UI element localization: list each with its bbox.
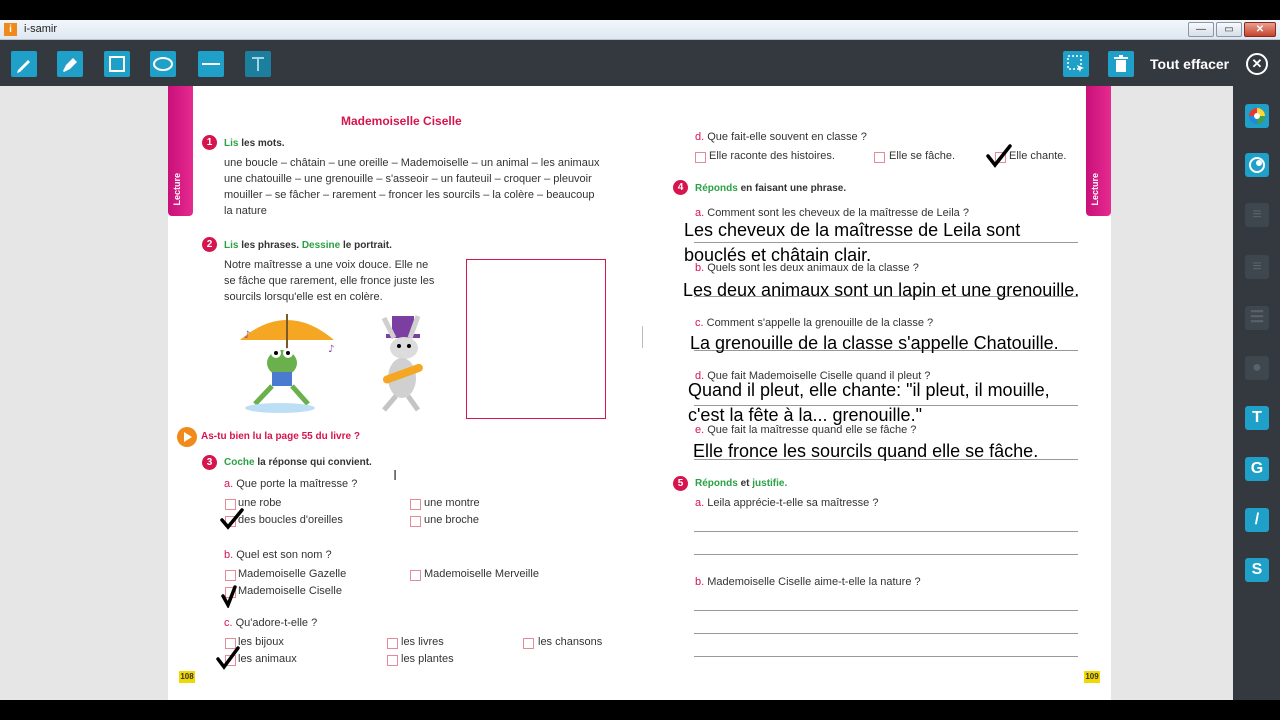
sidebar-t-button[interactable]: T	[1245, 406, 1269, 430]
pen-tool-button[interactable]	[11, 51, 37, 77]
color-picker-button[interactable]	[1245, 104, 1269, 128]
right-tab-label: Lecture	[1090, 173, 1100, 206]
q4a-label: a.	[695, 207, 705, 219]
checkbox-fache[interactable]	[874, 152, 885, 163]
option-histoires: Elle raconte des histoires.	[709, 150, 835, 162]
q4e-text: Que fait la maîtresse quand elle se fâche ?	[707, 424, 917, 436]
svg-text:♪: ♪	[328, 344, 335, 355]
stroke-width-button[interactable]	[1245, 153, 1269, 177]
q3c-text: Qu'adore-t-elle ?	[235, 617, 318, 629]
story-title: Mademoiselle Ciselle	[341, 114, 462, 128]
line-tool-button[interactable]	[198, 51, 224, 77]
question-5b	[695, 576, 921, 588]
q5a-text: Leila apprécie-t-elle sa maîtresse ?	[707, 497, 879, 509]
ex2-verb: Lis	[224, 240, 239, 251]
ex4-verb: Réponds	[695, 183, 738, 194]
checkbox-gazelle[interactable]	[225, 570, 236, 581]
q3d-text: Que fait-elle souvent en classe ?	[707, 131, 867, 143]
option-livres: les livres	[401, 636, 444, 648]
text-cursor-icon: I	[393, 467, 398, 484]
maximize-button[interactable]: ▭	[1216, 22, 1242, 37]
left-section-tab	[168, 86, 193, 216]
ex3-verb: Coche	[224, 457, 255, 468]
ex2-mid: les phrases.	[241, 240, 300, 251]
q4d-label: d.	[695, 370, 705, 382]
question-5a	[695, 497, 878, 509]
ex4-rest: en faisant une phrase.	[740, 183, 847, 194]
exercise-1-instruction	[224, 138, 285, 149]
trash-button[interactable]	[1108, 51, 1134, 77]
option-animaux: les animaux	[238, 653, 297, 665]
option-plantes: les plantes	[401, 653, 454, 665]
ellipse-icon	[150, 51, 176, 77]
ex5-mid: et	[740, 478, 750, 489]
q4d-text: Que fait Mademoiselle Ciselle quand il pleut ?	[707, 370, 931, 382]
rabbit-illustration	[362, 312, 452, 416]
answer-line-5b-3[interactable]	[694, 656, 1078, 657]
question-4e	[695, 424, 916, 436]
checkbox-plantes[interactable]	[387, 655, 398, 666]
q5b-text: Mademoiselle Ciselle aime-t-elle la nature ?	[707, 576, 921, 588]
checkbox-livres[interactable]	[387, 638, 398, 649]
list-light-icon[interactable]: ≡	[1245, 255, 1269, 279]
list-heavy-icon[interactable]: ≡	[1245, 203, 1269, 227]
list-grid-icon[interactable]: ☰	[1245, 306, 1269, 330]
q4c-text: Comment s'appelle la grenouille de la classe ?	[706, 317, 934, 329]
exercise-1-number: 1	[202, 135, 217, 150]
answer-line-5a-1[interactable]	[694, 531, 1078, 532]
ex5-verb: Réponds	[695, 478, 738, 489]
q4e-label: e.	[695, 424, 705, 436]
word-list-line-2: une chatouille – une grenouille – s'asseoir – un fauteuil – croquer – pleuvoir	[224, 173, 592, 185]
close-icon[interactable]: ✕	[1246, 53, 1268, 75]
question-3c	[224, 617, 317, 629]
portrait-drawing-frame[interactable]	[466, 259, 606, 419]
answer-4a-line-1[interactable]: Les cheveux de la maîtresse de Leila sont	[684, 220, 1021, 240]
line-icon	[198, 51, 224, 77]
ex3-rest: la réponse qui convient.	[257, 457, 372, 468]
play-icon[interactable]	[177, 427, 197, 447]
page-number-left: 108	[180, 672, 194, 681]
passage-line-2: se fâche que rarement, elle fronce juste les	[224, 275, 435, 287]
exercise-5-instruction	[695, 478, 787, 489]
option-chante: Elle chante.	[1009, 150, 1067, 162]
option-robe: une robe	[238, 497, 282, 509]
highlighter-tool-button[interactable]	[57, 51, 83, 77]
option-gazelle: Mademoiselle Gazelle	[238, 568, 347, 580]
ex1-verb: Lis	[224, 138, 239, 149]
text-tool-button[interactable]	[245, 51, 271, 77]
checkmark-chante-icon	[985, 144, 1013, 168]
option-bijoux: les bijoux	[238, 636, 284, 648]
window-title: i-samir	[24, 23, 57, 35]
answer-line-4a	[694, 242, 1078, 243]
reading-check-banner: As-tu bien lu la page 55 du livre ?	[201, 431, 360, 442]
word-list-line-4: la nature	[224, 205, 267, 217]
exercise-4-number: 4	[673, 180, 688, 195]
ex2-rest: le portrait.	[342, 240, 392, 251]
page-gutter-marker	[642, 326, 643, 348]
option-merveille: Mademoiselle Merveille	[424, 568, 539, 580]
checkbox-chansons[interactable]	[523, 638, 534, 649]
answer-line-5a-2[interactable]	[694, 554, 1078, 555]
close-window-button[interactable]: ✕	[1244, 22, 1276, 37]
option-boucles: des boucles d'oreilles	[238, 514, 343, 526]
left-tab-label: Lecture	[172, 173, 182, 206]
question-3d	[695, 131, 867, 143]
answer-4a-line-2[interactable]: bouclés et châtain clair.	[684, 245, 872, 265]
passage-line-1: Notre maîtresse a une voix douce. Elle ne	[224, 259, 429, 271]
sidebar-s-button[interactable]: S	[1245, 558, 1269, 582]
ex1-rest: les mots.	[241, 138, 285, 149]
q5a-label: a.	[695, 497, 705, 509]
exercise-5-number: 5	[673, 476, 688, 491]
exercise-2-number: 2	[202, 237, 217, 252]
pen-icon	[11, 51, 37, 77]
page-number-right: 109	[1085, 672, 1099, 681]
app-logo-icon: i	[4, 23, 17, 36]
rectangle-tool-button[interactable]	[104, 51, 130, 77]
record-icon[interactable]: ●	[1245, 356, 1269, 380]
exercise-2-instruction	[224, 240, 392, 251]
q4a-text: Comment sont les cheveux de la maîtresse de Leila ?	[707, 207, 969, 219]
svg-text:♪: ♪	[244, 330, 251, 341]
answer-4c[interactable]: La grenouille de la classe s'appelle Chatouille.	[690, 333, 1059, 353]
q4b-text: Quels sont les deux animaux de la classe ?	[707, 262, 919, 274]
select-area-icon	[1063, 51, 1089, 77]
checkmark-ciselle-icon	[220, 584, 240, 608]
exercise-3-number: 3	[202, 455, 217, 470]
checkbox-broche[interactable]	[410, 516, 421, 527]
answer-4b[interactable]: Les deux animaux sont un lapin et une grenouille.	[683, 280, 1080, 300]
option-montre: une montre	[424, 497, 480, 509]
question-4a	[695, 207, 969, 219]
question-4c	[695, 317, 933, 329]
ex5-verb2: justifie.	[752, 478, 788, 489]
question-4b	[695, 262, 919, 274]
checkbox-histoires[interactable]	[695, 152, 706, 163]
word-list-line-3: mouiller – se fâcher – rarement – froncer les sourcils – la colère – beaucoup	[224, 189, 595, 201]
screen-bottom-bar	[0, 700, 1280, 720]
q3c-label: c.	[224, 617, 233, 629]
right-section-tab	[1086, 86, 1111, 216]
question-3b	[224, 549, 332, 561]
checkbox-montre[interactable]	[410, 499, 421, 510]
answer-4d-line-2[interactable]: c'est la fête à la... grenouille."	[688, 405, 922, 425]
rectangle-icon	[104, 51, 130, 77]
frog-umbrella-illustration	[230, 308, 345, 416]
clear-all-button[interactable]: Tout effacer	[1150, 56, 1230, 72]
sidebar-slash-button[interactable]: /	[1245, 508, 1269, 532]
passage-line-3: sourcils lorsqu'elle est en colère.	[224, 291, 383, 303]
q4b-label: b.	[695, 262, 705, 274]
q4c-label: c.	[695, 317, 704, 329]
option-broche: une broche	[424, 514, 480, 526]
q3a-text: Que porte la maîtresse ?	[236, 478, 358, 490]
answer-line-5b-2[interactable]	[694, 633, 1078, 634]
answer-4e[interactable]: Elle fronce les sourcils quand elle se fâche.	[693, 441, 1039, 461]
option-fache: Elle se fâche.	[889, 150, 956, 162]
select-area-button[interactable]	[1063, 51, 1089, 77]
q5b-label: b.	[695, 576, 705, 588]
color-wheel-icon	[1245, 104, 1269, 128]
q3a-label: a.	[224, 478, 234, 490]
q3b-text: Quel est son nom ?	[236, 549, 332, 561]
screen-top-bar	[0, 0, 1280, 20]
checkmark-animaux-icon	[215, 646, 241, 670]
checkmark-boucles-icon	[219, 508, 245, 530]
right-sidebar	[1233, 86, 1280, 700]
q3b-label: b.	[224, 549, 234, 561]
checkbox-merveille[interactable]	[410, 570, 421, 581]
question-3a	[224, 478, 357, 490]
option-chansons: les chansons	[538, 636, 603, 648]
q3d-label: d.	[695, 131, 705, 143]
text-icon	[245, 51, 271, 77]
brush-size-icon	[1245, 153, 1269, 177]
sidebar-g-button[interactable]: G	[1245, 457, 1269, 481]
answer-line-5b-1[interactable]	[694, 610, 1078, 611]
trash-icon	[1108, 51, 1134, 77]
exercise-3-instruction	[224, 457, 372, 468]
window-titlebar	[0, 20, 1280, 40]
word-list-line-1: une boucle – châtain – une oreille – Mademoiselle – un animal – les animaux	[224, 157, 600, 169]
ex2-verb2: Dessine	[301, 240, 341, 251]
answer-4d-line-1[interactable]: Quand il pleut, elle chante: "il pleut, il mouille,	[688, 380, 1050, 400]
exercise-4-instruction	[695, 183, 846, 194]
highlighter-icon	[57, 51, 83, 77]
option-ciselle: Mademoiselle Ciselle	[238, 585, 342, 597]
ellipse-tool-button[interactable]	[150, 51, 176, 77]
minimize-button[interactable]: —	[1188, 22, 1214, 37]
